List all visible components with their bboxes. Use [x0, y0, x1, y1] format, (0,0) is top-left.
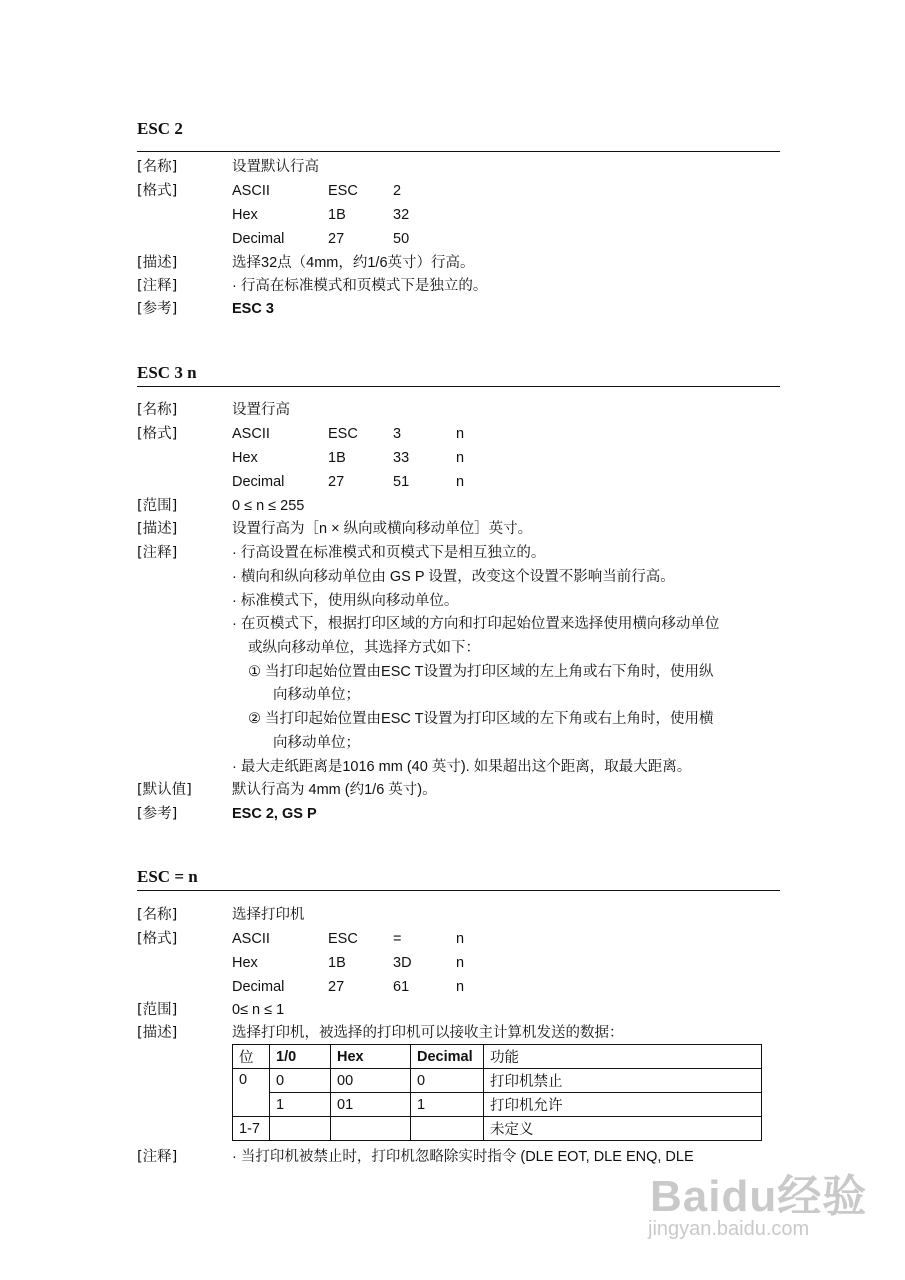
label-range: [范围]	[137, 498, 178, 514]
table-header: 位	[233, 1045, 270, 1069]
label-name: [名称]	[137, 402, 178, 418]
table-cell	[331, 1117, 411, 1141]
note-line: · 行高在标准模式和页模式下是独立的。	[232, 278, 488, 294]
format-cell: 1B	[328, 955, 346, 971]
table-cell: 打印机禁止	[484, 1069, 762, 1093]
note-line: ① 当打印起始位置由ESC T设置为打印区域的左上角或右下角时，使用纵	[248, 664, 714, 680]
section-rule	[137, 386, 780, 387]
table-cell: 1-7	[233, 1117, 270, 1141]
section-rule	[137, 890, 780, 891]
note-line: 向移动单位；	[273, 687, 360, 703]
format-cell: 50	[393, 231, 410, 247]
format-cell: 27	[328, 231, 345, 247]
note-line: · 最大走纸距离是1016 mm (40 英寸). 如果超出这个距离，取最大距离。	[232, 759, 692, 775]
section-heading-esc-eq: ESC = n	[137, 867, 198, 886]
label-desc: [描述]	[137, 255, 178, 271]
label-ref: [参考]	[137, 806, 178, 822]
label-format: [格式]	[137, 183, 178, 199]
table-header: 功能	[484, 1045, 762, 1069]
command-ref: ESC 3	[232, 301, 274, 317]
note-line: ② 当打印起始位置由ESC T设置为打印区域的左下角或右上角时，使用横	[248, 711, 714, 727]
format-cell: 33	[393, 450, 410, 466]
label-ref: [参考]	[137, 301, 178, 317]
table-cell	[411, 1117, 484, 1141]
command-range: 0≤ n ≤ 1	[232, 1002, 285, 1018]
format-cell: n	[456, 426, 465, 442]
format-cell: 27	[328, 979, 345, 995]
format-cell: 3	[393, 426, 402, 442]
format-cell: ESC	[328, 426, 358, 442]
baidu-watermark	[640, 1152, 870, 1252]
table-header-row	[233, 1045, 762, 1069]
format-cell: n	[456, 450, 465, 466]
command-default: 默认行高为 4mm (约1/6 英寸)。	[232, 782, 437, 798]
table-header: Hex	[331, 1045, 411, 1069]
format-cell: ASCII	[232, 183, 270, 199]
note-line: 或纵向移动单位，其选择方式如下：	[248, 640, 480, 656]
label-default: [默认值]	[137, 782, 192, 798]
section-heading-esc3: ESC 3 n	[137, 363, 197, 382]
table-header: Decimal	[411, 1045, 484, 1069]
note-line: · 标准模式下，使用纵向移动单位。	[232, 593, 459, 609]
table-cell: 1	[411, 1093, 484, 1117]
format-cell: Decimal	[232, 231, 285, 247]
format-cell: ASCII	[232, 931, 270, 947]
command-range: 0 ≤ n ≤ 255	[232, 498, 305, 514]
command-name: 设置默认行高	[232, 159, 319, 175]
format-cell: n	[456, 474, 465, 490]
table-cell: 00	[331, 1069, 411, 1093]
section-rule	[137, 151, 780, 152]
note-line: · 在页模式下，根据打印区域的方向和打印起始位置来选择使用横向移动单位	[232, 616, 720, 632]
table-cell: 未定义	[484, 1117, 762, 1141]
format-cell: ESC	[328, 931, 358, 947]
label-desc: [描述]	[137, 1025, 178, 1041]
label-name: [名称]	[137, 159, 178, 175]
format-cell: =	[393, 931, 402, 947]
table-cell: 打印机允许	[484, 1093, 762, 1117]
format-cell: 1B	[328, 207, 346, 223]
label-note: [注释]	[137, 1149, 178, 1165]
note-line: · 行高设置在标准模式和页模式下是相互独立的。	[232, 545, 546, 561]
command-desc: 选择32点（4mm，约1/6英寸）行高。	[232, 255, 475, 271]
command-desc: 选择打印机，被选择的打印机可以接收主计算机发送的数据：	[232, 1025, 624, 1041]
command-desc: 设置行高为［n × 纵向或横向移动单位］英寸。	[232, 521, 533, 537]
format-cell: Hex	[232, 955, 258, 971]
label-desc: [描述]	[137, 521, 178, 537]
command-name: 设置行高	[232, 402, 290, 418]
format-cell: ASCII	[232, 426, 270, 442]
format-cell: 51	[393, 474, 410, 490]
format-cell: 2	[393, 183, 402, 199]
note-line: · 横向和纵向移动单位由 GS P 设置，改变这个设置不影响当前行高。	[232, 569, 675, 585]
label-note: [注释]	[137, 545, 178, 561]
printer-select-table	[232, 1044, 762, 1141]
table-cell: 1	[270, 1093, 331, 1117]
label-format: [格式]	[137, 426, 178, 442]
format-cell: 61	[393, 979, 410, 995]
note-line: 向移动单位；	[273, 735, 360, 751]
table-cell	[270, 1117, 331, 1141]
format-cell: n	[456, 955, 465, 971]
section-heading-esc2: ESC 2	[137, 119, 183, 138]
format-cell: n	[456, 931, 465, 947]
table-row	[233, 1093, 762, 1117]
format-cell: 1B	[328, 450, 346, 466]
table-cell: 01	[331, 1093, 411, 1117]
table-cell: 0	[411, 1069, 484, 1093]
command-name: 选择打印机	[232, 907, 305, 923]
table-header: 1/0	[270, 1045, 331, 1069]
label-format: [格式]	[137, 931, 178, 947]
format-cell: 27	[328, 474, 345, 490]
format-cell: n	[456, 979, 465, 995]
format-cell: ESC	[328, 183, 358, 199]
format-cell: 32	[393, 207, 410, 223]
format-cell: Hex	[232, 450, 258, 466]
table-row	[233, 1069, 762, 1093]
label-name: [名称]	[137, 907, 178, 923]
format-cell: Decimal	[232, 474, 285, 490]
note-line: · 当打印机被禁止时，打印机忽略除实时指令 (DLE EOT, DLE ENQ, DLE	[232, 1149, 694, 1165]
watermark-url: jingyan.baidu.com	[648, 1218, 810, 1240]
format-cell: 3D	[393, 955, 412, 971]
table-cell: 0	[233, 1069, 270, 1117]
format-cell: Hex	[232, 207, 258, 223]
watermark-brand: Baidu经验	[650, 1172, 868, 1221]
format-cell: Decimal	[232, 979, 285, 995]
label-range: [范围]	[137, 1002, 178, 1018]
table-cell: 0	[270, 1069, 331, 1093]
command-ref: ESC 2, GS P	[232, 806, 317, 822]
table-row	[233, 1117, 762, 1141]
label-note: [注释]	[137, 278, 178, 294]
